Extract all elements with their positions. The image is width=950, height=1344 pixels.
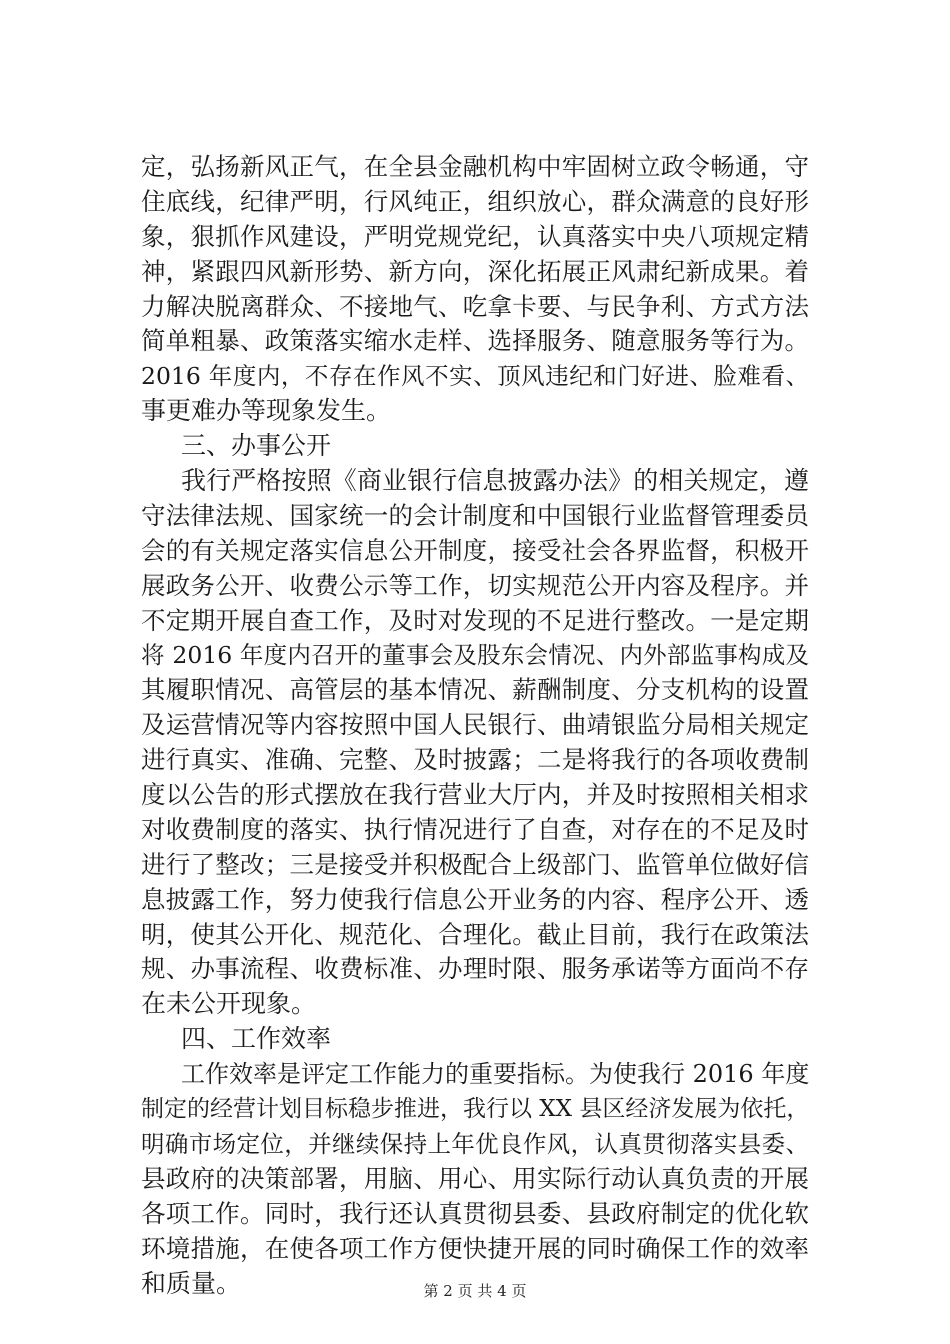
text-line: 制定的经营计划目标稳步推进，我行以 XX 县区经济发展为依托， [141, 1096, 810, 1123]
text-line: 守法律法规、国家统一的会计制度和中国银行业监督管理委员 [141, 500, 809, 530]
text-line: 各项工作。同时，我行还认真贯彻县委、县政府制定的优化软 [141, 1198, 809, 1228]
text-line: 将 2016 年度内召开的董事会及股东会情况、内外部监事构成及 [141, 641, 809, 670]
text-line: 度以公告的形式摆放在我行营业大厅内，并及时按照相关相求 [141, 780, 809, 810]
text-line: 明确市场定位，并继续保持上年优良作风，认真贯彻落实县委、 [141, 1129, 809, 1158]
text-line: 息披露工作，努力使我行信息公开业务的内容、程序公开、透 [141, 884, 809, 914]
text-line: 进行了整改；三是接受并积极配合上级部门、监管单位做好信 [141, 849, 809, 879]
text-line: 定，弘扬新风正气，在全县金融机构中牢固树立政令畅通，守 [141, 152, 809, 181]
text-line: 和质量。 [141, 1268, 242, 1298]
text-line: 会的有关规定落实信息公开制度，接受社会各界监督，积极开 [141, 535, 809, 565]
text-line: 规、办事流程、收费标准、办理时限、服务承诺等方面尚不存 [141, 954, 809, 984]
text-line: 及运营情况等内容按照中国人民银行、曲靖银监分局相关规定 [141, 710, 809, 740]
text-line: 住底线，纪律严明，行风纯正，组织放心，群众满意的良好形 [141, 186, 809, 216]
text-line: 不定期开展自查工作，及时对发现的不足进行整改。一是定期 [141, 605, 809, 635]
section-heading: 四、工作效率 [181, 1024, 332, 1054]
text-line: 县政府的决策部署，用脑、用心、用实际行动认真负责的开展 [141, 1163, 809, 1193]
page-footer: 第 2 页 共 4 页 [423, 1282, 527, 1300]
document-body [141, 150, 809, 1301]
text-line: 环境措施，在使各项工作方便快捷开展的同时确保工作的效率 [141, 1233, 809, 1263]
text-line: 在未公开现象。 [141, 989, 317, 1019]
text-line: 对收费制度的落实、执行情况进行了自查，对存在的不足及时 [141, 814, 809, 844]
text-line: 我行严格按照《商业银行信息披露办法》的相关规定，遵 [181, 466, 809, 496]
text-line: 明，使其公开化、规范化、合理化。截止目前，我行在政策法 [141, 919, 809, 949]
text-line: 工作效率是评定工作能力的重要指标。为使我行 2016 年度 [181, 1060, 810, 1089]
text-line: 其履职情况、高管层的基本情况、薪酬制度、分支机构的设置 [141, 675, 809, 705]
text-line: 象，狠抓作风建设，严明党规党纪，认真落实中央八项规定精 [141, 221, 809, 251]
text-line: 神，紧跟四风新形势、新方向，深化拓展正风肃纪新成果。着 [141, 256, 809, 286]
text-line: 进行真实、准确、完整、及时披露；二是将我行的各项收费制 [141, 745, 809, 775]
text-line: 展政务公开、收费公示等工作，切实规范公开内容及程序。并 [141, 570, 809, 600]
text-line: 力解决脱离群众、不接地气、吃拿卡要、与民争利、方式方法 [141, 291, 809, 321]
text-line: 事更难办等现象发生。 [141, 396, 392, 426]
section-heading: 三、办事公开 [181, 431, 332, 461]
text-line: 2016 年度内，不存在作风不实、顶风违纪和门好进、脸难看、 [141, 362, 809, 391]
text-line: 简单粗暴、政策落实缩水走样、选择服务、随意服务等行为。 [141, 326, 809, 356]
